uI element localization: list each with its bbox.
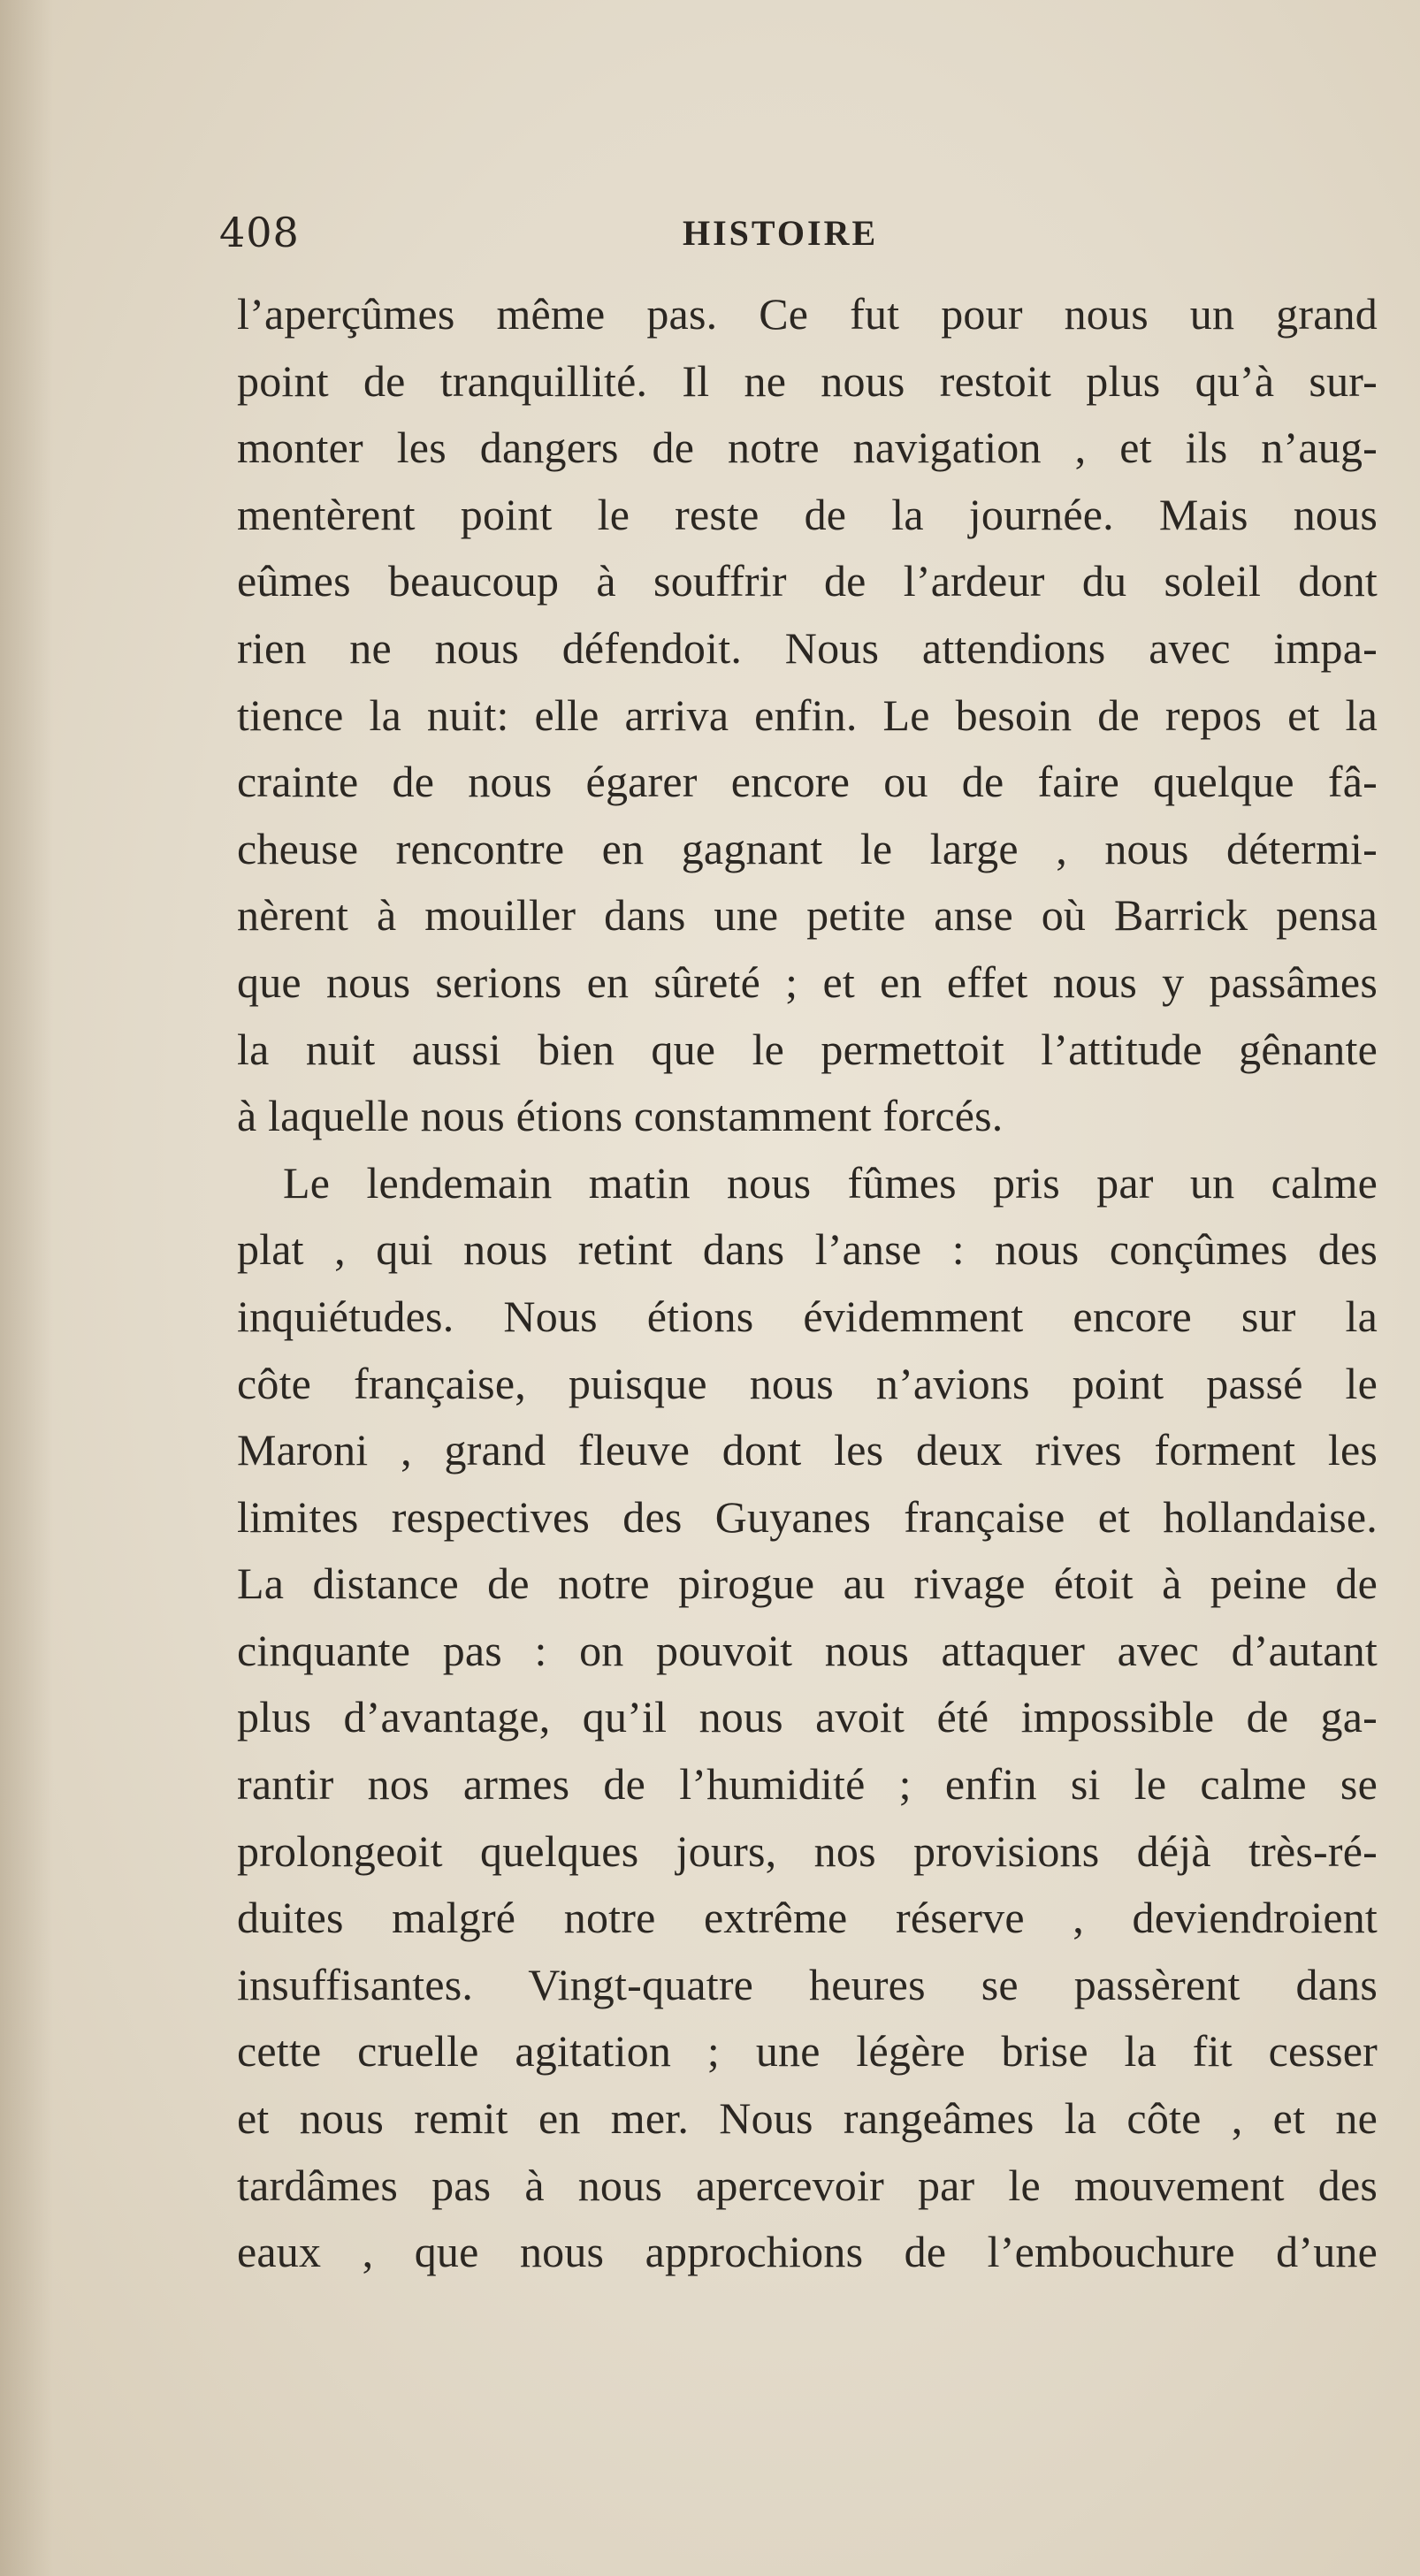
text-line: l’aperçûmes même pas. Ce fut pour nous un grand <box>237 289 1378 339</box>
text-line: la nuit aussi bien que le permettoit l’attitude gênante <box>237 1024 1378 1074</box>
text-line: côte française, puisque nous n’avions point passé le <box>237 1358 1378 1408</box>
text-line: cette cruelle agitation ; une légère brise la fit cesser <box>237 2026 1378 2077</box>
text-line: point de tranquillité. Il ne nous restoit plus qu’à sur- <box>237 355 1378 406</box>
body-text <box>237 281 1378 2286</box>
text-line: inquiétudes. Nous étions évidemment encore sur la <box>237 1291 1378 1341</box>
text-line: cheuse rencontre en gagnant le large , nous détermi- <box>237 823 1378 873</box>
text-line: limites respectives des Guyanes française et hollandaise. <box>237 1491 1378 1542</box>
paragraph-start-line: Le lendemain matin nous fûmes pris par un calme <box>283 1157 1378 1208</box>
text-line: duites malgré notre extrême réserve , deviendroient <box>237 1893 1378 1943</box>
text-line: Maroni , grand fleuve dont les deux rives forment les <box>237 1425 1378 1475</box>
text-line: eûmes beaucoup à souffrir de l’ardeur du soleil dont <box>237 556 1378 606</box>
text-line: tardâmes pas à nous apercevoir par le mouvement des <box>237 2160 1378 2210</box>
text-line: prolongeoit quelques jours, nos provisions déjà très-ré- <box>237 1825 1378 1876</box>
text-line: plat , qui nous retint dans l’anse : nous conçûmes des <box>237 1224 1378 1275</box>
text-line: insuffisantes. Vingt-quatre heures se passèrent dans <box>237 1959 1378 2009</box>
gutter-shadow <box>0 0 53 2576</box>
text-line: rantir nos armes de l’humidité ; enfin si le calme se <box>237 1759 1378 1810</box>
text-line: cinquante pas : on pouvoit nous attaquer avec d’autant <box>237 1625 1378 1675</box>
text-line: plus d’avantage, qu’il nous avoit été impossible de ga- <box>237 1692 1378 1742</box>
running-head <box>219 209 1378 262</box>
text-line: et nous remit en mer. Nous rangeâmes la côte , et ne <box>237 2093 1378 2144</box>
paragraph-end-line: à laquelle nous étions constamment forcés. <box>237 1091 1004 1141</box>
running-title: HISTOIRE <box>683 213 879 253</box>
text-line: La distance de notre pirogue au rivage étoit à peine de <box>237 1559 1378 1609</box>
text-line: tience la nuit: elle arriva enfin. Le besoin de repos et la <box>237 690 1378 740</box>
text-line: que nous serions en sûreté ; et en effet nous y passâmes <box>237 956 1378 1007</box>
page-number: 408 <box>219 209 300 256</box>
text-line: crainte de nous égarer encore ou de faire quelque fâ- <box>237 757 1378 807</box>
text-line: mentèrent point le reste de la journée. Mais nous <box>237 489 1378 539</box>
text-line: nèrent à mouiller dans une petite anse où Barrick pensa <box>237 890 1378 941</box>
text-line: monter les dangers de notre navigation , et ils n’aug- <box>237 423 1378 473</box>
text-line: rien ne nous défendoit. Nous attendions avec impa- <box>237 622 1378 673</box>
text-line: eaux , que nous approchions de l’embouchure d’une <box>237 2227 1378 2277</box>
